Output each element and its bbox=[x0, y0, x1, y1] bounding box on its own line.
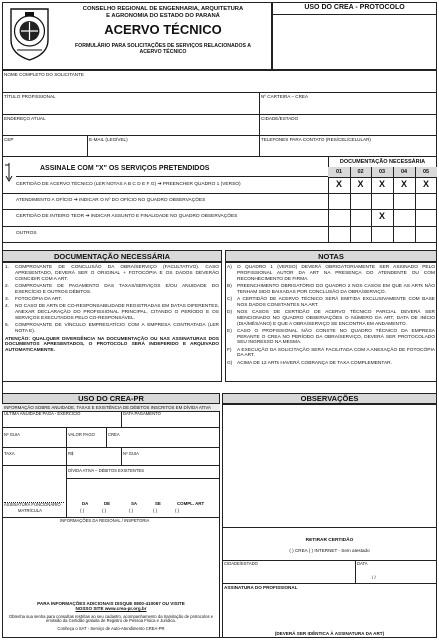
protocol-title: USO DO CREA - PROTOCOLO bbox=[304, 4, 405, 11]
service-mark-cell[interactable]: X bbox=[400, 179, 407, 189]
footer-line-2[interactable]: NOSSO SITE www.crea-pr.org.br bbox=[75, 606, 147, 612]
observacoes-field[interactable] bbox=[223, 405, 436, 527]
notes-title: NOTAS bbox=[318, 252, 344, 261]
service-row-label: OUTROS bbox=[16, 231, 37, 236]
service-row[interactable] bbox=[2, 177, 328, 193]
list-item-text: ACIMA DE 12 ARTs HAVERÁ COBRANÇA DE TAXA COMPLEMENTAR. bbox=[237, 360, 392, 366]
service-mark-cell[interactable] bbox=[350, 195, 371, 209]
notes-content bbox=[227, 265, 435, 368]
cidade-label: CIDADE/ESTADO bbox=[261, 116, 299, 121]
list-item-number: 2. bbox=[5, 283, 10, 289]
rs-label: R$ bbox=[68, 451, 74, 456]
data-slashes: / / bbox=[372, 575, 376, 580]
services-header: ASSINALE COM "X" OS SERVIÇOS PRETENDIDOS bbox=[40, 165, 210, 172]
org-name bbox=[56, 6, 270, 19]
list-item bbox=[227, 361, 435, 367]
org-line-1: CONSELHO REGIONAL DE ENGENHARIA, ARQUITETURA bbox=[82, 6, 244, 12]
page-subtitle bbox=[56, 44, 270, 56]
regional-field[interactable] bbox=[2, 525, 220, 595]
crea-emblem-icon bbox=[7, 6, 52, 62]
email-field[interactable] bbox=[87, 142, 259, 155]
service-mark-cell[interactable]: X bbox=[357, 179, 364, 189]
retirar-options[interactable]: ( ) CREA ( ) INTERNET - Sem atestado bbox=[289, 548, 370, 553]
page-title: ACERVO TÉCNICO bbox=[104, 22, 222, 37]
list-item bbox=[5, 304, 219, 321]
service-mark-cell[interactable] bbox=[328, 211, 350, 226]
service-row[interactable] bbox=[2, 193, 328, 209]
debt-checkbox[interactable]: ( ) bbox=[175, 508, 180, 513]
service-mark-cell[interactable] bbox=[371, 195, 393, 209]
list-item-text: FOTOCÓPIA DA ART. bbox=[15, 296, 63, 302]
debt-checkbox[interactable]: ( ) bbox=[153, 508, 158, 513]
nome-field[interactable] bbox=[2, 79, 437, 91]
telefones-field[interactable] bbox=[259, 142, 437, 155]
debt-checkbox[interactable]: ( ) bbox=[129, 508, 134, 513]
service-row[interactable] bbox=[2, 226, 328, 242]
list-item-number: F) bbox=[227, 347, 232, 353]
service-mark-cell[interactable] bbox=[350, 228, 371, 242]
observacoes-title: OBSERVAÇÕES bbox=[300, 394, 359, 403]
crea-pr-title: USO DO CREA-PR bbox=[78, 394, 144, 403]
list-item-number: 4. bbox=[5, 304, 10, 310]
endereco-field[interactable] bbox=[2, 122, 259, 134]
taxa-label: TAXA bbox=[4, 451, 15, 456]
list-item bbox=[227, 310, 435, 327]
carteira-label: Nº CARTEIRA – CREA bbox=[261, 94, 309, 99]
data-field[interactable] bbox=[355, 567, 437, 583]
cep-field[interactable] bbox=[2, 142, 87, 155]
nome-label: NOME COMPLETO DO SOLICITANTE bbox=[4, 72, 84, 77]
service-mark-cell[interactable]: X bbox=[422, 179, 429, 189]
list-item-text: COMPROVANTE DE PAGAMENTO DAS TAXAS/SERVIÇOS E/OU ANUIDADE DO EXERCÍCIO E OUTROS DÉBITOS. bbox=[15, 283, 219, 295]
service-mark-cell[interactable]: X bbox=[378, 211, 385, 221]
list-item-text: COMPROVANTE DE VÍNCULO EMPREGATÍCIO COM A EMPRESA CONTRATADA (LER NOTA E). bbox=[15, 323, 219, 334]
list-item-text: A EXECUÇÃO DA SOLICITAÇÃO SERÁ FACILITADA COM A ANEXAÇÃO DE FOTOCÓPIA DA ART. bbox=[237, 347, 435, 359]
list-item-text: O QUADRO 1 (VERSO) DEVERÁ OBRIGATORIAMENTE SER ASSINADO PELO PROFISSIONAL AUTOR DA ART NA PRESENÇA DO ATENDENTE OU COM RECONHECIMENTO DE FIRMA. bbox=[237, 265, 435, 282]
ultima-anuidade-field[interactable] bbox=[2, 418, 121, 427]
footer-line-4: Conheça o SAT - Serviço de Auto-Atendimento CREA-PR bbox=[57, 626, 165, 632]
assinatura-prof-label: ASSINATURA DO PROFISSIONAL bbox=[224, 585, 298, 590]
service-mark-cell[interactable]: X bbox=[378, 179, 385, 189]
assinatura-note: (DEVERÁ SER IDÊNTICA À ASSINATURA DA ART) bbox=[274, 631, 385, 636]
doc-header: DOCUMENTAÇÃO NECESSÁRIA bbox=[339, 159, 426, 165]
crea-pr-info: INFORMAÇÃO SOBRE ANUIDADE, TAXAS E EXISTÊNCIA DE DÉBITOS INSCRITOS EM DÍVIDA ATIVA bbox=[4, 405, 211, 410]
data-label: DATA bbox=[357, 561, 368, 566]
list-item bbox=[227, 297, 435, 309]
list-item-number: E) bbox=[227, 328, 232, 334]
service-mark-cell[interactable] bbox=[415, 211, 437, 226]
carteira-field[interactable] bbox=[259, 100, 437, 113]
list-item-text: CASO O PROFISSIONAL NÃO CONSTE NO QUADRO TÉCNICO DA EMPRESA PERANTE O CREA NO PERÍODO DA OBRA/SERVIÇO, DEVERÁ SER PROTOCOLADO SEU INGRESSO NA MESMA. bbox=[237, 328, 435, 346]
doc-col-header: 03 bbox=[378, 169, 386, 175]
list-item-number: G) bbox=[227, 360, 233, 366]
doc-col-header: 02 bbox=[357, 169, 364, 175]
service-row-label: CERTIDÃO DE INTEIRO TEOR ➔ INDICAR ASSUNTO E FINALIDADE NO QUADRO OBSERVAÇÕES bbox=[16, 214, 238, 219]
docs-title: DOCUMENTAÇÃO NECESSÁRIA bbox=[53, 252, 171, 261]
data-pagamento-label: DATA PAGAMENTO bbox=[123, 411, 161, 416]
assinatura-func-label: ASSINATURA FUNCIONÁRIO bbox=[4, 502, 61, 507]
retirar-label: RETIRAR CERTIDÃO bbox=[305, 538, 354, 543]
list-item-text: NO CASO DE ARTs DE CO-RESPONSABILIDADE REGISTRADAS EM DATAS DIFERENTES, ANEXAR DECLARAÇÃO DO PROFISSIONAL PRINCIPAL, CITANDO O PERÍODO E OS SERVIÇOS EXECUTADOS PELO CO-RESPONSÁVEL. bbox=[15, 304, 219, 321]
doc-col-header: 05 bbox=[422, 169, 430, 175]
debt-col-label: SA bbox=[131, 501, 138, 506]
service-mark-cell[interactable] bbox=[328, 195, 350, 209]
cidade-estado-field[interactable] bbox=[222, 567, 355, 583]
debt-col-label: SE bbox=[155, 501, 161, 506]
assinatura-prof-field[interactable] bbox=[222, 591, 437, 629]
service-row-label: ATENDIMENTO A OFÍCIO ➔ INDICAR O Nº DO OFÍCIO NO QUADRO OBSERVAÇÕES bbox=[16, 198, 206, 203]
notes-list bbox=[227, 265, 435, 367]
doc-col-header: 01 bbox=[335, 169, 343, 175]
valor-pago-label: VALOR PAGO bbox=[68, 432, 95, 437]
protocol-box[interactable] bbox=[272, 2, 437, 70]
service-mark-cell[interactable] bbox=[371, 228, 393, 242]
telefones-label: TELEFONES PARA CONTATO (RES/CEL/CELULAR) bbox=[261, 137, 371, 142]
service-mark-cell[interactable] bbox=[415, 228, 437, 242]
list-item bbox=[5, 265, 219, 282]
subtitle-line-2: ACERVO TÉCNICO bbox=[139, 48, 187, 55]
ultima-anuidade-label: ÚLTIMA ANUIDADE PAGA - EXERCÍCIO bbox=[4, 411, 81, 416]
list-item-number: A) bbox=[227, 265, 232, 270]
service-mark-cell[interactable] bbox=[393, 211, 415, 226]
list-item-number: 5. bbox=[5, 323, 10, 329]
docs-content bbox=[5, 265, 219, 354]
service-mark-cell[interactable] bbox=[393, 228, 415, 242]
debt-col-label: DA bbox=[82, 501, 89, 506]
regional-label: INFORMAÇÕES DA REGIONAL / INSPETORIA bbox=[60, 518, 150, 523]
crea-label: CREA bbox=[108, 432, 120, 437]
titulo-label: TÍTULO PROFISSIONAL bbox=[4, 94, 56, 99]
n-guia2-label: Nº GUIA bbox=[123, 451, 139, 456]
footer-line-1: PARA INFORMAÇÕES ADICIONAIS DISQUE 0800-410067 OU VISITE bbox=[37, 601, 185, 606]
doc-col-header: 04 bbox=[400, 169, 408, 175]
footer-line-3: Obtenha sua senha para consultas restritas ao seu cadastro, acompanhamento da tramitação de protocolos e emissão da Certidão gratuita de Registro de Pessoa Física e Jurídica. bbox=[8, 613, 214, 624]
cidade-field[interactable] bbox=[259, 122, 437, 134]
list-item-text: A CERTIDÃO DE ACERVO TÉCNICO SERÁ EMITIDA EXCLUSIVAMENTE COM BASE NOS DADOS CONSTANTES NA ART. bbox=[237, 296, 435, 308]
debt-checkbox[interactable]: ( ) bbox=[102, 508, 107, 513]
service-mark-cell[interactable] bbox=[328, 228, 350, 242]
cep-label: CEP bbox=[4, 137, 14, 142]
list-item bbox=[227, 284, 435, 296]
crea-pr-footer bbox=[4, 601, 218, 632]
list-item bbox=[5, 297, 219, 303]
service-mark-cell[interactable] bbox=[415, 195, 437, 209]
list-item bbox=[227, 348, 435, 360]
cidade-estado-label: CIDADE/ESTADO bbox=[224, 561, 258, 566]
matricula-label: MATRÍCULA bbox=[18, 508, 42, 513]
data-pagamento-field[interactable] bbox=[121, 418, 220, 427]
divida-ativa-label: DÍVIDA ATIVA – DÉBITOS EXISTENTES bbox=[68, 468, 145, 473]
endereco-label: ENDEREÇO ATUAL bbox=[4, 116, 46, 121]
service-row[interactable] bbox=[2, 209, 328, 226]
email-label: E-MAIL (LEGÍVEL) bbox=[89, 137, 128, 142]
list-item-text: COMPROVANTE DE CONCLUSÃO DA OBRA/SERVIÇO (FACULTATIVO). CASO APRESENTADO, DEVERÁ SER O ORIGINAL + FOTOCÓPIA E OS DADOS DEVERÃO COINCIDIR COM A ART. bbox=[15, 265, 219, 282]
service-mark-cell[interactable]: X bbox=[335, 179, 342, 189]
list-item-text: PREENCHIMENTO OBRIGATÓRIO DO QUADRO 2 NOS CASOS EM QUE AS ARTs NÃO TENHAM SIDO BAIXADAS POR CONCLUSÃO DA OBRA/SERVIÇO. bbox=[237, 283, 435, 295]
debt-col-label: DE bbox=[104, 501, 111, 506]
service-mark-cell[interactable] bbox=[350, 211, 371, 226]
list-item-number: D) bbox=[227, 310, 233, 316]
list-item bbox=[227, 329, 435, 346]
list-item bbox=[227, 265, 435, 282]
titulo-field[interactable] bbox=[2, 100, 259, 113]
list-item-number: 1. bbox=[5, 265, 10, 270]
n-guia-label: Nº GUIA bbox=[4, 432, 20, 437]
list-item-number: C) bbox=[227, 296, 233, 302]
docs-warning: ATENÇÃO: QUALQUER DIVERGÊNCIA NA DOCUMENTAÇÃO OU NAS ASSINATURAS DOS DOCUMENTOS APRESENTADOS, O PROTOCOLO SERÁ INDEFERIDO E ARQUIVADO AUTOMATICAMENTE. bbox=[5, 336, 219, 354]
list-item bbox=[5, 284, 219, 296]
list-item-number: B) bbox=[227, 283, 232, 289]
debt-checkbox[interactable]: ( ) bbox=[80, 508, 85, 513]
service-row-label: CERTIDÃO DE ACERVO TÉCNICO (LER NOTAS A B C D E F G) ➔ PREENCHER QUADRO 1 (VERSO) bbox=[16, 182, 241, 187]
list-item-text: NOS CASOS DE CERTIDÃO DE ACERVO TÉCNICO PARCIAL DEVERÁ SER MENCIONADO NO QUADRO OBSERVAÇÕES O NÚMERO DA ART, DATA DE INÍCIO (DIA/MÊS/ANO) E QUE A OBRA/SERVIÇO SE ENCONTRA EM ANDAMENTO. bbox=[237, 310, 435, 327]
subtitle-line-1: FORMULÁRIO PARA SOLICITAÇÕES DE SERVIÇOS RELACIONADOS A bbox=[75, 43, 251, 49]
debt-col-label: COMPL. ART bbox=[177, 501, 205, 506]
org-line-2: E AGRONOMIA DO ESTADO DO PARANÁ bbox=[106, 12, 220, 19]
docs-list bbox=[5, 265, 219, 335]
list-item-number: 3. bbox=[5, 296, 10, 302]
service-mark-cell[interactable] bbox=[393, 195, 415, 209]
list-item bbox=[5, 323, 219, 335]
